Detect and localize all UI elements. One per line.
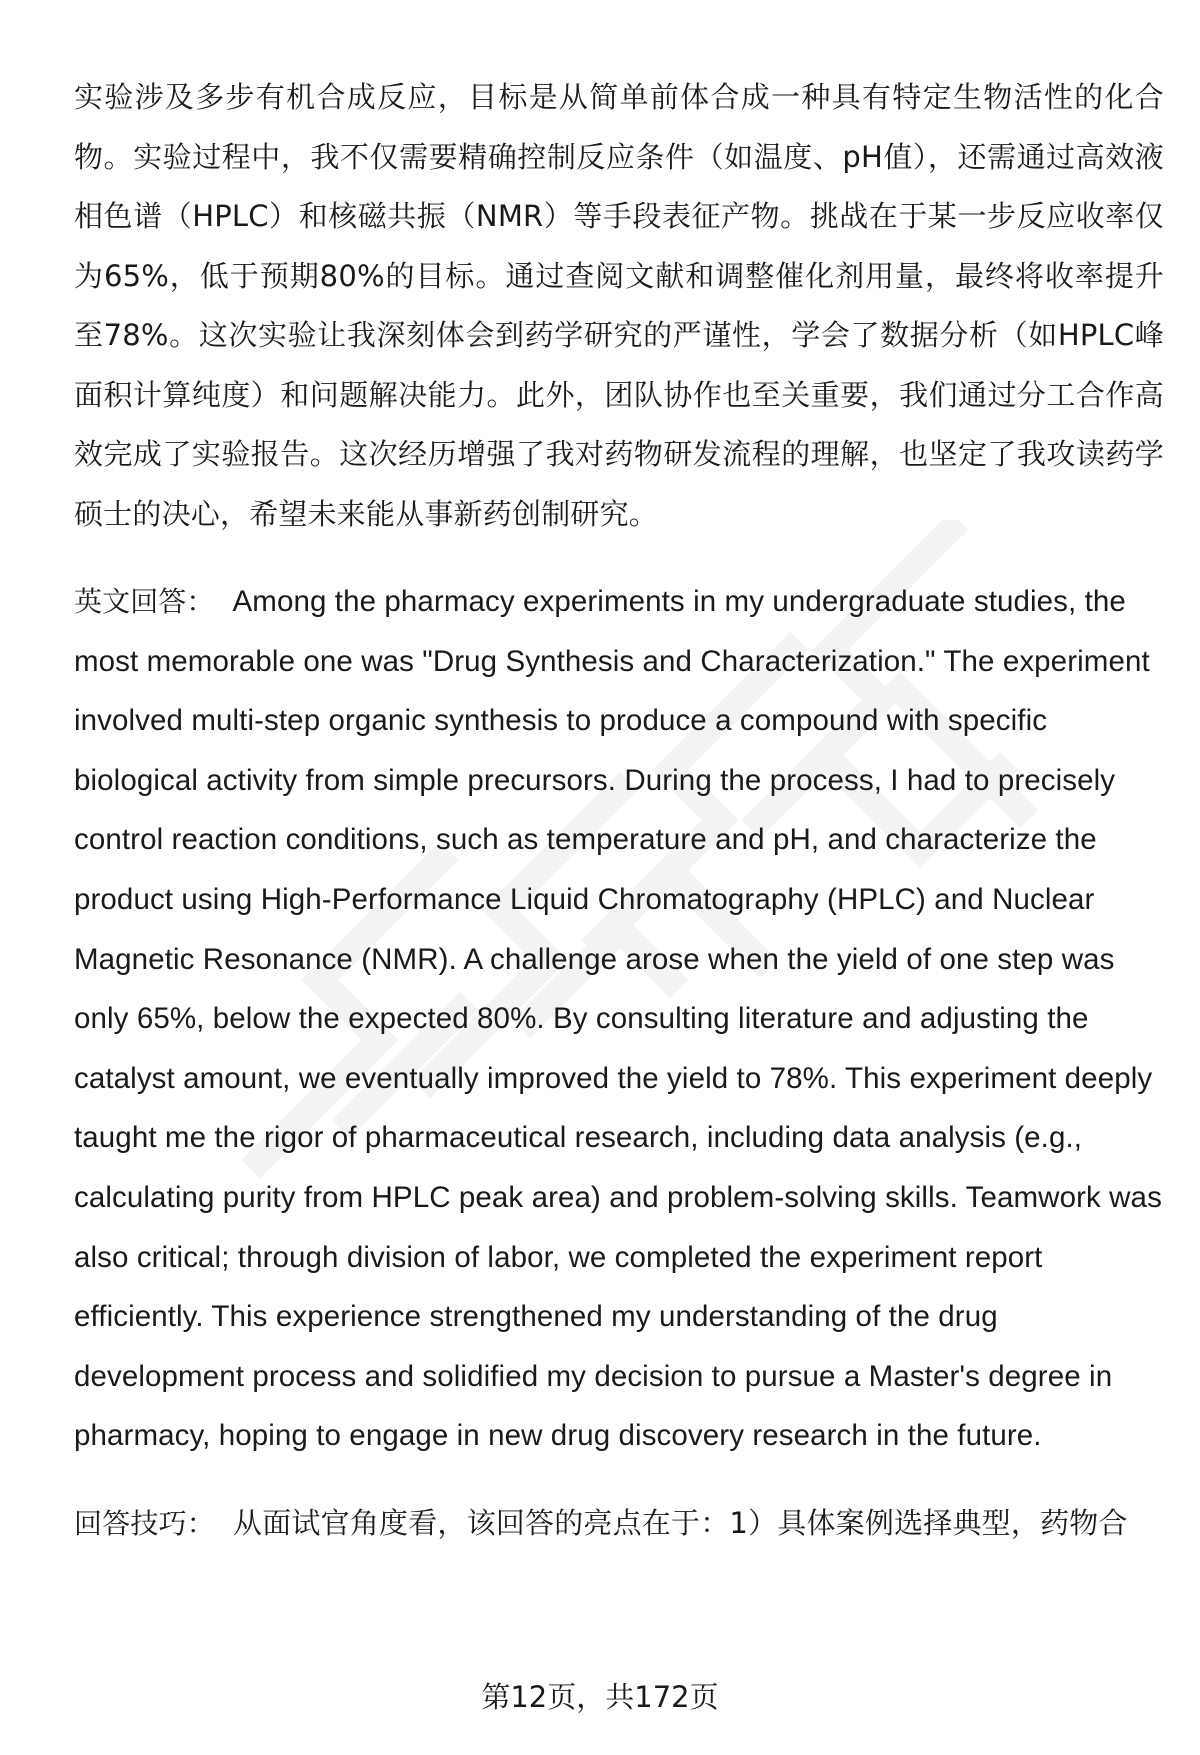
english-answer-label: 英文回答： — [74, 585, 215, 618]
paragraph-chinese: 实验涉及多步有机合成反应，目标是从简单前体合成一种具有特定生物活性的化合物。实验过程中，我不仅需要精确控制反应条件（如温度、pH值），还需通过高效液相色谱（HPLC）和核磁共振（NMR）等手段表征产物。挑战在于某一步反应收率仅为65%，低于预期80%的目标。通过查阅文献和调整催化剂用量，最终将收率提升至78%。这次实验让我深刻体会到药学研究的严谨性，学会了数据分析（如HPLC峰面积计算纯度）和问题解决能力。此外，团队协作也至关重要，我们通过分工合作高效完成了实验报告。这次经历增强了我对药物研发流程的理解，也坚定了我攻读药学硕士的决心，希望未来能从事新药创制研究。 — [74, 80, 1164, 531]
paragraph-english — [74, 572, 1164, 1466]
tips-text: 从面试官角度看，该回答的亮点在于：1）具体案例选择典型，药物合 — [233, 1505, 1128, 1540]
paragraph-tips — [74, 1494, 1164, 1554]
document-body — [74, 68, 1164, 1553]
page-indicator: 第12页，共172页 — [481, 1680, 719, 1714]
tips-label: 回答技巧： — [74, 1506, 216, 1540]
english-answer-text: Among the pharmacy experiments in my undergraduate studies, the most memorable one was "Drug Synthesis and Characterization." The experiment involved multi-step organic synthesis to produce a compound with specific biological activity from simple precursors. During the process, I had to precisely control reaction conditions, such as temperature and pH, and characterize the product using High-Performance Liquid Chromatography (HPLC) and Nuclear Magnetic Resonance (NMR). A challenge arose when the yield of one step was only 65%, below the expected 80%. By consulting literature and adjusting the catalyst amount, we eventually improved the yield to 78%. This experiment deeply taught me the rigor of pharmaceutical research, including data analysis (e.g., calculating purity from HPLC peak area) and problem-solving skills. Teamwork was also critical; through division of labor, we completed the experiment report efficiently. This experience strengthened my understanding of the drug development process and solidified my decision to pursue a Master's degree in pharmacy, hoping to engage in new drug discovery research in the future. — [74, 585, 1162, 1453]
